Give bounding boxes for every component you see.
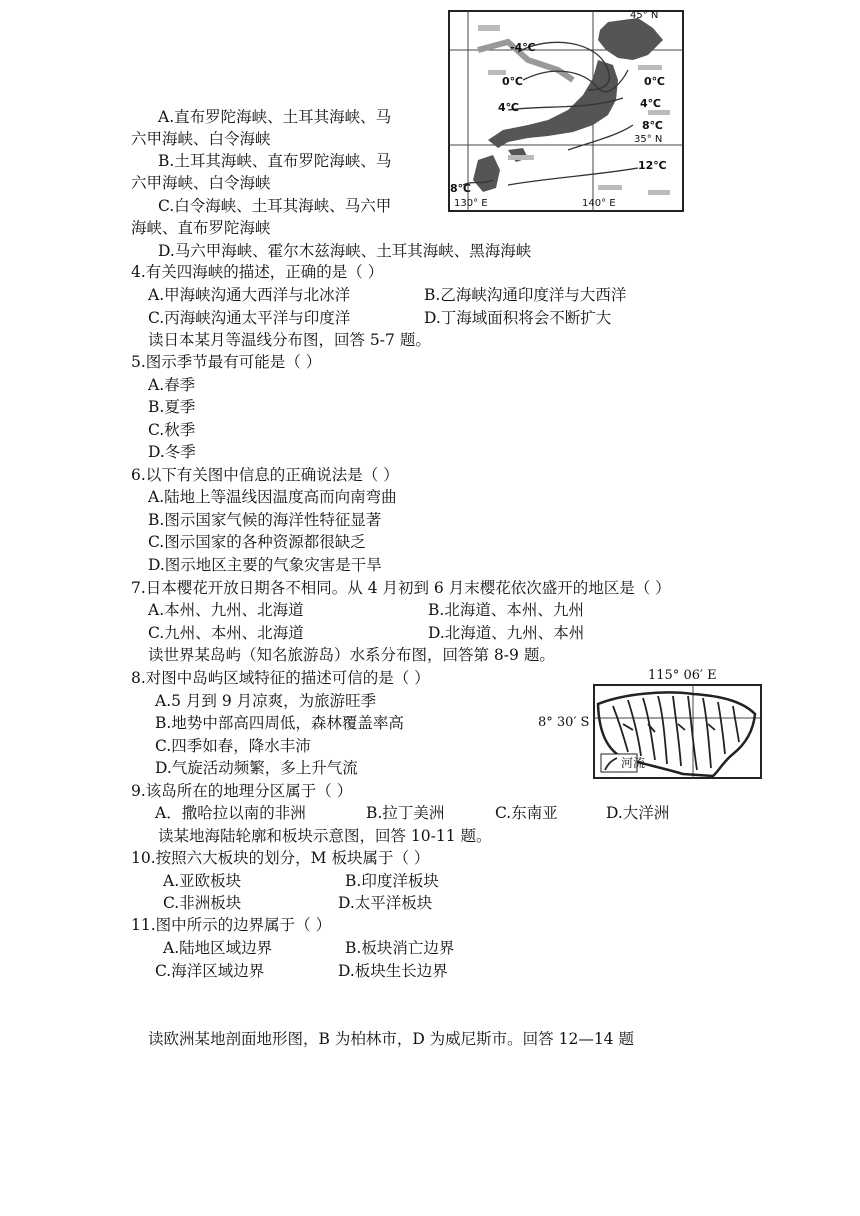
- q8-option-d: D.气旋活动频繁，多上升气流: [155, 759, 358, 777]
- q6-option-b: B.图示国家气候的海洋性特征显著: [148, 511, 382, 529]
- q5-option-a: A.春季: [148, 376, 196, 394]
- q9-stem: 9.该岛所在的地理分区属于（ ）: [131, 782, 353, 800]
- q5-option-c: C.秋季: [148, 421, 196, 439]
- q8-stem: 8.对图中岛屿区域特征的描述可信的是（ ）: [131, 669, 430, 687]
- isotherm-label: 12℃: [638, 159, 667, 172]
- q10-option-b: B.印度洋板块: [345, 872, 439, 890]
- isotherm-label: 8℃: [642, 119, 663, 132]
- isotherm-label: 4℃: [640, 97, 661, 110]
- q9-option-d: D.大洋洲: [606, 804, 670, 822]
- q7-option-a: A.本州、九州、北海道: [148, 601, 304, 619]
- q3-option-b-line2: 六甲海峡、白令海峡: [131, 174, 271, 192]
- q3-option-c-line2: 海峡、直布罗陀海峡: [131, 219, 271, 237]
- q7-stem: 7.日本樱花开放日期各不相同。从 4 月初到 6 月末樱花依次盛开的地区是（ ）: [131, 579, 671, 597]
- q5-option-b: B.夏季: [148, 398, 196, 416]
- q4-option-d: D.丁海域面积将会不断扩大: [424, 309, 612, 327]
- lon-label-130e: 130° E: [454, 198, 488, 209]
- q9-option-c: C.东南亚: [495, 804, 558, 822]
- q8-option-c: C.四季如春，降水丰沛: [155, 737, 311, 755]
- isotherm-label: 0℃: [644, 75, 665, 88]
- isotherm-label: 0℃: [502, 75, 523, 88]
- q9-option-b: B.拉丁美洲: [366, 804, 445, 822]
- q3-option-d: D.马六甲海峡、霍尔木兹海峡、土耳其海峡、黑海海峡: [158, 242, 532, 260]
- q4-option-c: C.丙海峡沟通太平洋与印度洋: [148, 309, 351, 327]
- q9-option-a: A．撒哈拉以南的非洲: [155, 804, 306, 822]
- q11-option-d: D.板块生长边界: [338, 962, 448, 980]
- q3-option-b-line1: B.土耳其海峡、直布罗陀海峡、马: [158, 152, 392, 170]
- q3-option-a-line2: 六甲海峡、白令海峡: [131, 130, 271, 148]
- q7-option-b: B.北海道、本州、九州: [428, 601, 584, 619]
- q6-option-d: D.图示地区主要的气象灾害是干旱: [148, 556, 382, 574]
- q4-option-b: B.乙海峡沟通印度洋与大西洋: [424, 286, 627, 304]
- q5-option-d: D.冬季: [148, 443, 196, 461]
- q3-option-c-line1: C.白令海峡、土耳其海峡、马六甲: [158, 197, 392, 215]
- lat-label-35n: 35° N: [634, 134, 663, 145]
- q11-stem: 11.图中所示的边界属于（ ）: [131, 916, 332, 934]
- q6-option-c: C.图示国家的各种资源都很缺乏: [148, 533, 366, 551]
- q7-option-c: C.九州、本州、北海道: [148, 624, 304, 642]
- intro-12-14: 读欧洲某地剖面地形图，B 为柏林市，D 为威尼斯市。回答 12—14 题: [148, 1030, 634, 1048]
- q10-option-c: C.非洲板块: [163, 894, 242, 912]
- q10-option-a: A.亚欧板块: [163, 872, 242, 890]
- island-lat-label: 8° 30′ S: [538, 715, 590, 730]
- q3-option-a-line1: A.直布罗陀海峡、土耳其海峡、马: [158, 108, 392, 126]
- island-map-figure: [593, 684, 763, 780]
- japan-isotherm-map: [448, 10, 684, 212]
- q11-option-a: A.陆地区域边界: [163, 939, 273, 957]
- q11-option-c: C.海洋区域边界: [155, 962, 265, 980]
- q6-option-a: A.陆地上等温线因温度高而向南弯曲: [148, 488, 397, 506]
- isotherm-label: 4℃: [498, 101, 519, 114]
- isotherm-label: 8℃: [450, 182, 471, 195]
- q7-option-d: D.北海道、九州、本州: [428, 624, 585, 642]
- intro-10-11: 读某地海陆轮廓和板块示意图，回答 10-11 题。: [158, 827, 492, 845]
- q4-option-a: A.甲海峡沟通大西洋与北冰洋: [148, 286, 351, 304]
- q8-option-a: A.5 月到 9 月凉爽，为旅游旺季: [155, 692, 377, 710]
- japan-map-figure: [448, 10, 684, 212]
- island-legend-river: 河流: [621, 756, 646, 770]
- isotherm-label: -4℃: [510, 41, 536, 54]
- q8-option-b: B.地势中部高四周低，森林覆盖率高: [155, 714, 404, 732]
- q10-stem: 10.按照六大板块的划分，M 板块属于（ ）: [131, 849, 430, 867]
- q4-stem: 4.有关四海峡的描述，正确的是（ ）: [131, 263, 384, 281]
- island-lon-label: 115° 06′ E: [648, 668, 717, 683]
- lat-label-45n: 45° N: [630, 10, 659, 21]
- q10-option-d: D.太平洋板块: [338, 894, 433, 912]
- q6-stem: 6.以下有关图中信息的正确说法是（ ）: [131, 466, 399, 484]
- q11-option-b: B.板块消亡边界: [345, 939, 455, 957]
- island-river-map: [593, 684, 763, 780]
- intro-5-7: 读日本某月等温线分布图，回答 5-7 题。: [148, 331, 431, 349]
- q5-stem: 5.图示季节最有可能是（ ）: [131, 353, 322, 371]
- lon-label-140e: 140° E: [582, 198, 616, 209]
- intro-8-9: 读世界某岛屿（知名旅游岛）水系分布图，回答第 8-9 题。: [148, 646, 555, 664]
